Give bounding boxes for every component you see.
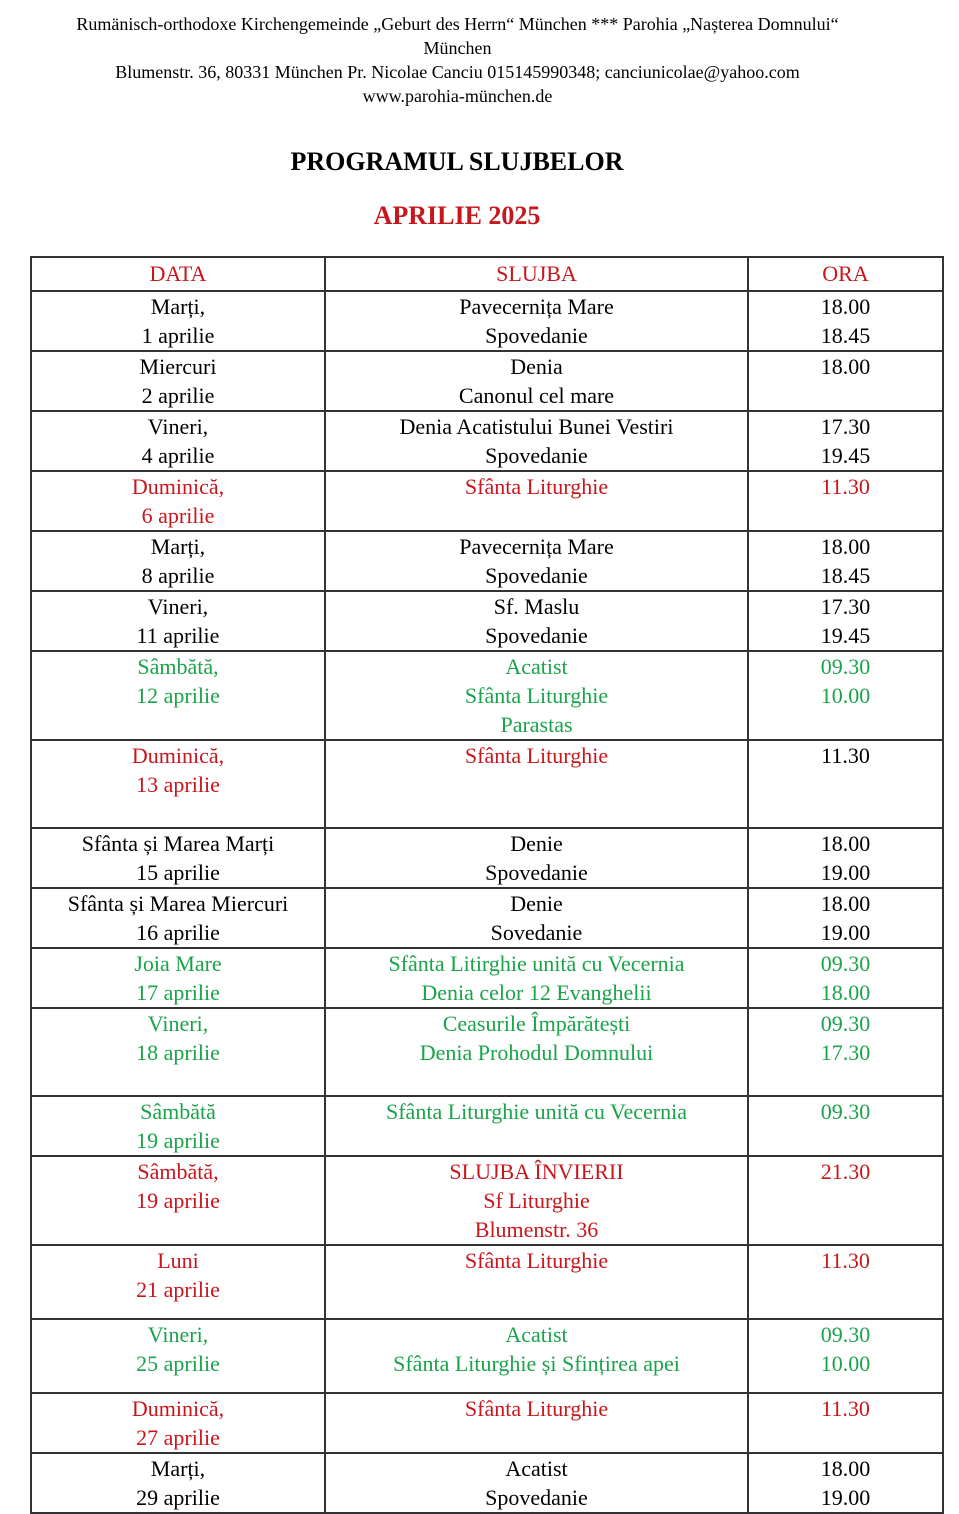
date-line: Marți, <box>150 294 206 319</box>
column-header-service: SLUJBA <box>325 257 748 291</box>
date-cell <box>31 471 325 531</box>
time-cell <box>748 531 943 591</box>
time-cell <box>748 471 943 531</box>
date-line: 6 aprilie <box>141 503 215 528</box>
date-cell <box>31 1393 325 1453</box>
service-line: Denia celor 12 Evanghelii <box>421 980 652 1005</box>
date-line: 19 aprilie <box>136 1128 220 1153</box>
service-line: Sfânta Liturghie <box>464 743 609 768</box>
schedule-table <box>30 256 944 1514</box>
date-cell <box>31 828 325 888</box>
service-line: Spovedanie <box>485 623 588 648</box>
date-line: 13 aprilie <box>136 772 220 797</box>
time-line: 18.00 <box>820 354 871 379</box>
date-line: Duminică, <box>131 1396 225 1421</box>
date-line: Sfânta și Marea Miercuri <box>67 891 289 916</box>
table-row <box>31 351 943 411</box>
table-row <box>31 1453 943 1513</box>
service-cell <box>325 291 748 351</box>
service-cell <box>325 1008 748 1096</box>
service-cell <box>325 948 748 1008</box>
service-cell <box>325 411 748 471</box>
service-line: Denia Acatistului Bunei Vestiri <box>399 414 674 439</box>
time-cell <box>748 828 943 888</box>
date-line: 4 aprilie <box>141 443 215 468</box>
date-cell <box>31 1008 325 1096</box>
date-cell <box>31 1156 325 1245</box>
date-line: 12 aprilie <box>136 683 220 708</box>
date-cell <box>31 740 325 828</box>
date-line: 2 aprilie <box>141 383 215 408</box>
table-row <box>31 1156 943 1245</box>
service-line: Sf. Maslu <box>493 594 580 619</box>
date-line: Vineri, <box>147 414 209 439</box>
date-line: Luni <box>157 1248 199 1273</box>
table-row <box>31 651 943 740</box>
time-line: 10.00 <box>820 683 871 708</box>
time-line: 19.00 <box>820 920 871 945</box>
time-line: 10.00 <box>820 1351 871 1376</box>
time-cell <box>748 1453 943 1513</box>
service-line: Parastas <box>500 712 573 737</box>
time-line: 09.30 <box>820 1011 871 1036</box>
time-cell <box>748 291 943 351</box>
table-row <box>31 828 943 888</box>
date-line: 29 aprilie <box>136 1485 220 1510</box>
table-row <box>31 1393 943 1453</box>
table-row <box>31 291 943 351</box>
time-cell <box>748 1096 943 1156</box>
date-line: Vineri, <box>147 1011 209 1036</box>
time-line: 18.45 <box>820 563 871 588</box>
date-cell <box>31 531 325 591</box>
table-row <box>31 948 943 1008</box>
time-line: 18.00 <box>820 891 871 916</box>
month-title: APRILIE 2025 <box>373 201 541 230</box>
time-cell <box>748 651 943 740</box>
service-line: Spovedanie <box>485 443 588 468</box>
date-line: Sâmbătă, <box>137 654 219 679</box>
time-cell <box>748 740 943 828</box>
time-line: 17.30 <box>820 1040 871 1065</box>
date-cell <box>31 351 325 411</box>
time-cell <box>748 411 943 471</box>
table-row <box>31 888 943 948</box>
date-line: Joia Mare <box>134 951 222 976</box>
column-header-date: DATA <box>31 257 325 291</box>
time-cell <box>748 351 943 411</box>
table-row <box>31 1096 943 1156</box>
date-line: Sâmbătă, <box>137 1159 219 1184</box>
service-cell <box>325 740 748 828</box>
date-line: Miercuri <box>139 354 217 379</box>
time-cell <box>748 1393 943 1453</box>
date-line: Vineri, <box>147 1322 209 1347</box>
table-row <box>31 411 943 471</box>
date-line: Vineri, <box>147 594 209 619</box>
service-line: Ceasurile Împărătești <box>442 1011 631 1036</box>
time-cell <box>748 1008 943 1096</box>
time-cell <box>748 1319 943 1393</box>
date-line: 15 aprilie <box>136 860 220 885</box>
service-line: Sfânta Liturghie <box>464 474 609 499</box>
table-row <box>31 740 943 828</box>
date-line: Sâmbătă <box>140 1099 216 1124</box>
service-line: Sf Liturghie <box>483 1188 590 1213</box>
header-address-line: Blumenstr. 36, 80331 München Pr. Nicolae Canciu 015145990348; canciunicolae@yahoo.com <box>115 62 800 82</box>
date-cell <box>31 1245 325 1319</box>
table-row <box>31 531 943 591</box>
time-cell <box>748 1245 943 1319</box>
time-line: 19.00 <box>820 860 871 885</box>
service-cell <box>325 888 748 948</box>
parish-header <box>10 12 905 108</box>
service-line: Denie <box>510 891 563 916</box>
time-line: 17.30 <box>820 594 871 619</box>
time-cell <box>748 888 943 948</box>
time-line: 19.45 <box>820 443 871 468</box>
time-line: 11.30 <box>821 474 870 499</box>
date-line: 21 aprilie <box>136 1277 220 1302</box>
time-line: 11.30 <box>821 1248 870 1273</box>
document-title: PROGRAMUL SLUJBELOR <box>290 147 624 176</box>
date-cell <box>31 291 325 351</box>
service-line: Pavecernița Mare <box>459 294 614 319</box>
table-row <box>31 1008 943 1096</box>
date-line: 1 aprilie <box>141 323 215 348</box>
date-line: Sfânta și Marea Marți <box>81 831 275 856</box>
service-cell <box>325 351 748 411</box>
service-line: Acatist <box>505 654 568 679</box>
date-line: Marți, <box>150 534 206 559</box>
time-line: 17.30 <box>820 414 871 439</box>
time-line: 18.00 <box>820 294 871 319</box>
time-line: 18.00 <box>820 980 871 1005</box>
date-line: 27 aprilie <box>136 1425 220 1450</box>
service-line: Sovedanie <box>490 920 583 945</box>
service-line: Sfânta Litirghie unită cu Vecernia <box>388 951 685 976</box>
table-header-row <box>31 257 943 291</box>
time-line: 18.00 <box>820 1456 871 1481</box>
schedule-body <box>31 291 943 1513</box>
time-line: 09.30 <box>820 654 871 679</box>
service-cell <box>325 1156 748 1245</box>
service-line: Spovedanie <box>485 1485 588 1510</box>
time-line: 11.30 <box>821 743 870 768</box>
service-line: Spovedanie <box>485 860 588 885</box>
service-cell <box>325 531 748 591</box>
date-cell <box>31 651 325 740</box>
time-line: 09.30 <box>820 951 871 976</box>
date-line: Duminică, <box>131 474 225 499</box>
service-cell <box>325 1453 748 1513</box>
service-line: Sfânta Liturghie <box>464 1396 609 1421</box>
header-line-1: Rumänisch-orthodoxe Kirchengemeinde „Geburt des Herrn“ München *** Parohia „Nașterea Domnului“ <box>76 14 839 34</box>
service-cell <box>325 1245 748 1319</box>
time-line: 09.30 <box>820 1322 871 1347</box>
date-line: 8 aprilie <box>141 563 215 588</box>
service-line: Spovedanie <box>485 563 588 588</box>
date-cell <box>31 888 325 948</box>
date-cell <box>31 591 325 651</box>
service-cell <box>325 591 748 651</box>
date-line: Duminică, <box>131 743 225 768</box>
date-line: 16 aprilie <box>136 920 220 945</box>
date-line: Marți, <box>150 1456 206 1481</box>
service-line: Canonul cel mare <box>458 383 615 408</box>
service-cell <box>325 828 748 888</box>
date-line: 17 aprilie <box>136 980 220 1005</box>
service-line: Acatist <box>505 1456 568 1481</box>
service-cell <box>325 1096 748 1156</box>
column-header-time: ORA <box>748 257 943 291</box>
time-line: 18.00 <box>820 831 871 856</box>
time-cell <box>748 948 943 1008</box>
service-line: Sfânta Liturghie <box>464 1248 609 1273</box>
date-cell <box>31 1453 325 1513</box>
service-cell <box>325 471 748 531</box>
date-line: 18 aprilie <box>136 1040 220 1065</box>
service-line: Blumenstr. 36 <box>474 1217 599 1242</box>
table-row <box>31 591 943 651</box>
time-line: 18.45 <box>820 323 871 348</box>
service-line: Acatist <box>505 1322 568 1347</box>
table-row <box>31 1319 943 1393</box>
service-line: Sfânta Liturghie unită cu Vecernia <box>386 1099 687 1124</box>
time-cell <box>748 1156 943 1245</box>
time-line: 21.30 <box>820 1159 871 1184</box>
date-line: 19 aprilie <box>136 1188 220 1213</box>
table-row <box>31 1245 943 1319</box>
date-cell <box>31 411 325 471</box>
service-line: Sfânta Liturghie și Sfințirea apei <box>393 1351 680 1376</box>
table-row <box>31 471 943 531</box>
time-line: 11.30 <box>821 1396 870 1421</box>
date-line: 11 aprilie <box>136 623 220 648</box>
service-line: Pavecernița Mare <box>459 534 614 559</box>
date-cell <box>31 948 325 1008</box>
service-line: Spovedanie <box>485 323 588 348</box>
service-line: Denia Prohodul Domnului <box>419 1040 654 1065</box>
time-line: 19.00 <box>820 1485 871 1510</box>
time-cell <box>748 591 943 651</box>
service-cell <box>325 1393 748 1453</box>
time-line: 18.00 <box>820 534 871 559</box>
date-cell <box>31 1319 325 1393</box>
date-cell <box>31 1096 325 1156</box>
service-line: Denie <box>510 831 563 856</box>
service-line: Sfânta Liturghie <box>464 683 609 708</box>
header-website-line: www.parohia-münchen.de <box>362 86 553 106</box>
service-cell <box>325 1319 748 1393</box>
time-line: 09.30 <box>820 1099 871 1124</box>
service-line: SLUJBA ÎNVIERII <box>449 1159 624 1184</box>
service-line: Denia <box>510 354 563 379</box>
header-line-2: München <box>423 38 492 58</box>
service-cell <box>325 651 748 740</box>
date-line: 25 aprilie <box>136 1351 220 1376</box>
time-line: 19.45 <box>820 623 871 648</box>
